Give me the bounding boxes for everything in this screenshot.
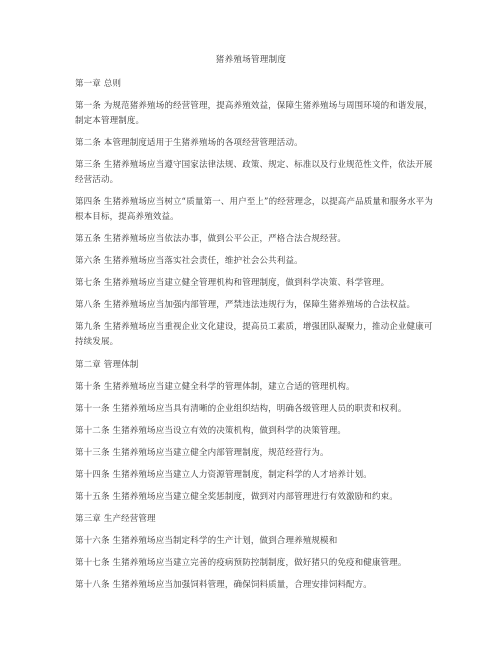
article-15: 第十五条 生猪养殖场应当建立健全奖惩制度，做到对内部管理进行有效激励和约束。 — [75, 492, 398, 502]
article-11: 第十一条 生猪养殖场应当具有清晰的企业组织结构，明确各级管理人员的职责和权利。 — [75, 404, 407, 414]
article-7: 第七条 生猪养殖场应当建立健全管理机构和管理制度，做到科学决策、科学管理。 — [75, 278, 390, 288]
article-18: 第十八条 生猪养殖场应当加强饲料管理，确保饲料质量，合理安排饲料配方。 — [75, 580, 372, 590]
chapter-heading-3: 第三章 生产经营管理 — [75, 514, 156, 524]
article-17: 第十七条 生猪养殖场应当建立完善的疫病预防控制制度，做好猪只的免疫和健康管理。 — [75, 558, 407, 568]
article-13: 第十三条 生猪养殖场应当建立健全内部管理制度，规范经营行为。 — [75, 448, 329, 458]
article-5: 第五条 生猪养殖场应当依法办事，做到公平公正，严格合法合规经营。 — [75, 234, 347, 244]
article-8: 第八条 生猪养殖场应当加强内部管理，严禁违法违规行为，保障生猪养殖场的合法权益。 — [75, 300, 416, 310]
article-16: 第十六条 生猪养殖场应当制定科学的生产计划，做到合理养殖规模和 — [75, 536, 338, 546]
article-2: 第二条 本管理制度适用于生猪养殖场的各项经营管理活动。 — [75, 138, 303, 148]
article-4: 第四条 生猪养殖场应当树立“质量第一、用户至上”的经营理念，以提高产品质量和服务水平为根本目标，提高养殖效益。 — [75, 197, 433, 222]
article-12: 第十二条 生猪养殖场应当设立有效的决策机构，做到科学的决策管理。 — [75, 426, 347, 436]
article-10: 第十条 生猪养殖场应当建立健全科学的管理体制，建立合适的管理机构。 — [75, 382, 355, 392]
document-title: 猪养殖场管理制度 — [215, 55, 287, 65]
chapter-heading-2: 第二章 管理体制 — [75, 360, 139, 370]
article-3: 第三条 生猪养殖场应当遵守国家法律法规、政策、规定、标准以及行业规范性文件，依法开展经营活动。 — [75, 160, 433, 185]
article-14: 第十四条 生猪养殖场应当建立人力资源管理制度，制定科学的人才培养计划。 — [75, 470, 372, 480]
chapter-heading-1: 第一章 总则 — [75, 79, 122, 89]
article-6: 第六条 生猪养殖场应当落实社会责任，维护社会公共利益。 — [75, 256, 303, 266]
article-9: 第九条 生猪养殖场应当重视企业文化建设，提高员工素质，增强团队凝聚力，推动企业健康可持续发展。 — [75, 322, 433, 347]
article-1: 第一条 为规范猪养殖场的经营管理，提高养殖效益，保障生猪养殖场与周围环境的和谐发展，制定本管理制度。 — [75, 101, 433, 126]
